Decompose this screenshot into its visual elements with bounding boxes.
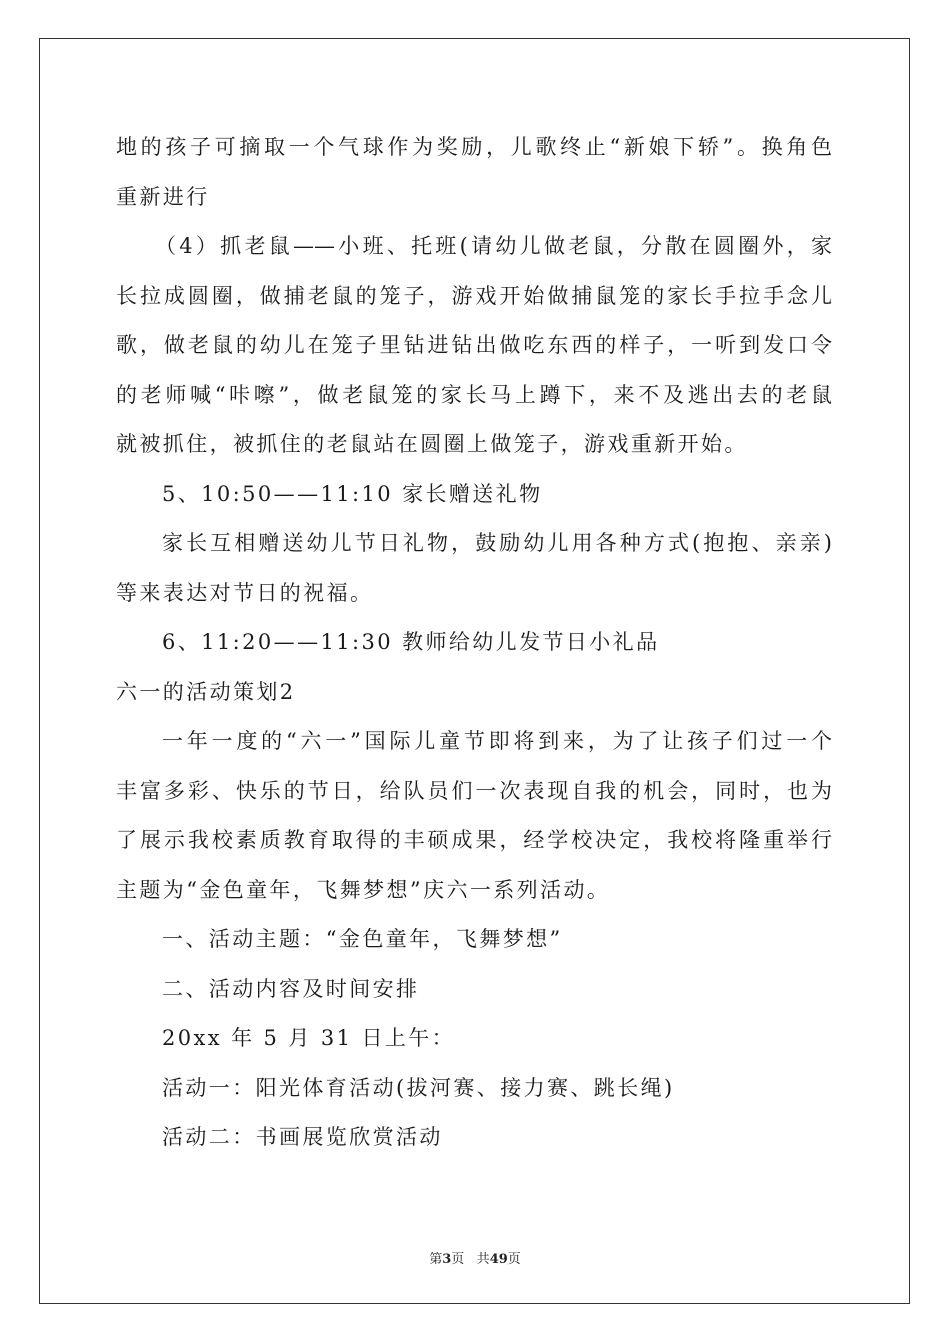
document-title: 六一的活动策划2 <box>116 679 296 704</box>
section-heading: 二、活动内容及时间安排 <box>162 976 420 1001</box>
paragraph-line: 家长互相赠送幼儿节日礼物，鼓励幼儿用各种方式(抱抱、亲亲) <box>162 531 832 555</box>
paragraph-line: 地的孩子可摘取一个气球作为奖励，儿歌终止“新娘下轿”。换角色 <box>116 135 832 159</box>
paragraph-line: 的老师喊“咔嚓”，做老鼠笼的家长马上蹲下，来不及逃出去的老鼠 <box>116 382 832 407</box>
date-line: 20xx 年 5 月 31 日上午： <box>162 1026 456 1050</box>
section-heading: 5、10:50——11:10 家长赠送礼物 <box>162 481 543 506</box>
paragraph-line: 歌，做老鼠的幼儿在笼子里钻进钻出做吃东西的样子，一听到发口令 <box>116 333 832 357</box>
paragraph-line: 一年一度的“六一”国际儿童节即将到来，为了让孩子们过一个 <box>162 729 832 753</box>
section-heading: 一、活动主题：“金色童年，飞舞梦想” <box>162 927 563 951</box>
paragraph-line: 就被抓住，被抓住的老鼠站在圆圈上做笼子，游戏重新开始。 <box>116 432 748 456</box>
paragraph-line: 重新进行 <box>116 184 210 209</box>
paragraph-line: 等来表达对节日的祝福。 <box>116 580 374 605</box>
page-number: 3 <box>442 1252 452 1267</box>
total-pages: 49 <box>489 1252 508 1267</box>
footer-total-suffix: 页 <box>507 1252 521 1267</box>
section-heading: 6、11:20——11:30 教师给幼儿发节日小礼品 <box>162 630 660 654</box>
document-body <box>116 123 832 1163</box>
paragraph-line: （4）抓老鼠——小班、托班(请幼儿做老鼠，分散在圆圈外，家 <box>155 234 832 258</box>
paragraph-line: 主题为“金色童年，飞舞梦想”庆六一系列活动。 <box>116 877 611 902</box>
paragraph-line: 丰富多彩、快乐的节日，给队员们一次表现自我的机会，同时，也为 <box>116 778 832 803</box>
footer-prefix: 第 <box>429 1252 443 1267</box>
footer-page-suffix: 页 <box>451 1252 465 1267</box>
activity-item: 活动一：阳光体育活动(拔河赛、接力赛、跳长绳) <box>162 1075 675 1100</box>
activity-item: 活动二：书画展览欣赏活动 <box>162 1125 443 1149</box>
footer-total-prefix: 共 <box>476 1252 490 1267</box>
paragraph-line: 了展示我校素质教育取得的丰硕成果，经学校决定，我校将隆重举行 <box>116 828 832 852</box>
paragraph-line: 长拉成圆圈，做捕老鼠的笼子，游戏开始做捕鼠笼的家长手拉手念儿 <box>116 283 832 308</box>
page-footer <box>0 1248 950 1267</box>
